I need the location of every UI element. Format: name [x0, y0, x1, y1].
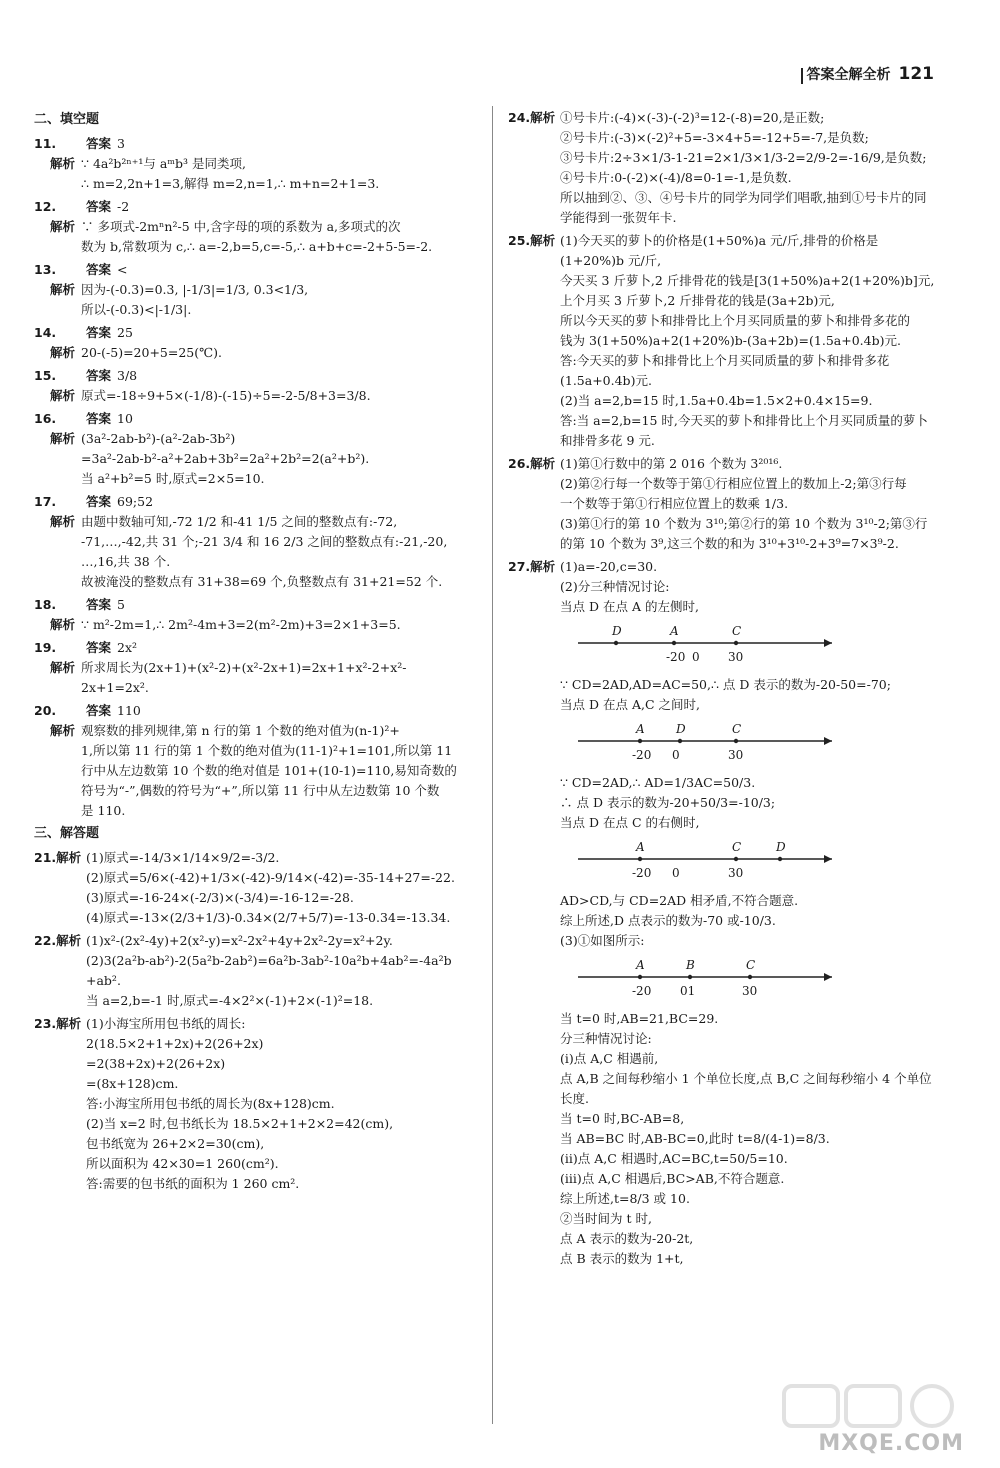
text-line: 上个月买 3 斤萝卜,2 斤排骨花的钱是(3a+2b)元, — [560, 293, 835, 308]
page-number: 121 — [898, 64, 934, 84]
text-line: 答:今天买的萝卜和排骨比上个月买同质量的萝卜和排骨多花 — [560, 353, 890, 368]
text-line: -71,…,-42,共 31 个;-21 3/4 和 16 2/3 之间的整数点有:-21,-20, — [81, 534, 448, 549]
point-label: D — [776, 840, 786, 854]
explain-label: 解析 — [50, 282, 76, 297]
answer-label: 答案 — [86, 494, 112, 509]
axis-arrow — [824, 973, 832, 981]
point-dot — [748, 975, 752, 979]
text-line: ∵ 4a²b²ⁿ⁺¹与 aᵐb³ 是同类项, — [81, 156, 246, 171]
explain-row — [34, 154, 474, 194]
question-number: 18. — [34, 597, 57, 612]
text-line: (1)原式=-14/3×1/14×9/2=-3/2. — [86, 850, 280, 865]
text-line: 所以今天买的萝卜和排骨比上个月买同质量的萝卜和排骨多花的 — [560, 313, 911, 328]
text-line: 符号为“-”,偶数的符号为“+”,所以第 11 行中从左边数第 10 个数 — [81, 783, 440, 798]
text-line: 的第 10 个数为 3⁹,这三个数的和为 3¹⁰+3¹⁰-2+3⁹=7×3⁹-2. — [560, 536, 899, 551]
tick-label: 0 — [672, 748, 680, 762]
question-item — [34, 323, 474, 363]
text-line: (2)第②行每一个数等于第①行相应位置上的数加上-2;第③行每 — [560, 476, 907, 491]
text-line: (1)第①行数中的第 2 016 个数为 3²⁰¹⁶. — [560, 456, 783, 471]
point-dot — [638, 857, 642, 861]
point-dot — [678, 739, 682, 743]
answer-label: 答案 — [86, 199, 112, 214]
answer-value: 3/8 — [117, 368, 138, 383]
text-line: 分三种情况讨论: — [560, 1031, 652, 1046]
solution-item — [34, 931, 474, 1011]
number-line — [570, 837, 932, 885]
question-number: 12. — [34, 199, 57, 214]
answer-row — [34, 701, 474, 721]
text-line: 当点 D 在点 A,C 之间时, — [560, 697, 700, 712]
text-line: 20-(-5)=20+5=25(℃). — [81, 345, 222, 360]
question-item — [34, 492, 474, 592]
text-line: (3)原式=-16-24×(-2/3)×(-3/4)=-16-12=-28. — [86, 890, 354, 905]
answer-label: 答案 — [86, 597, 112, 612]
question-item — [34, 595, 474, 635]
explain-row — [34, 658, 474, 698]
explain-row — [34, 429, 474, 489]
point-dot — [614, 641, 618, 645]
tick-label: -20 — [632, 984, 652, 998]
point-dot — [638, 739, 642, 743]
text-line: ∴ m=2,2n+1=3,解得 m=2,n=1,∴ m+n=2+1=3. — [81, 176, 380, 191]
explain-label: 解析 — [56, 1016, 82, 1031]
question-item — [34, 638, 474, 698]
text-line: 行中从左边数第 10 个数的绝对值是 101+(10-1)=110,易知奇数的 — [81, 763, 457, 778]
point-label: A — [636, 840, 645, 854]
text-line: 学能得到一张贺年卡. — [560, 210, 677, 225]
answer-value: < — [117, 262, 128, 277]
text-line: (2)3(2a²b-ab²)-2(5a²b-2ab²)=6a²b-3ab²-10a²b+4ab²=-4a²b — [86, 953, 452, 968]
number-line — [570, 621, 932, 669]
question-number: 20. — [34, 703, 57, 718]
text-line: 数为 b,常数项为 c,∴ a=-2,b=5,c=-5,∴ a+b+c=-2+5-5=-2. — [81, 239, 433, 254]
explain-row — [34, 386, 474, 406]
point-label: A — [670, 624, 679, 638]
explain-body — [81, 429, 369, 489]
text-line: 原式=-18÷9+5×(-1/8)-(-15)÷5=-2-5/8+3=3/8. — [81, 388, 371, 403]
text-line: 当 AB=BC 时,AB-BC=0,此时 t=8/(4-1)=8/3. — [560, 1131, 830, 1146]
text-line: ③号卡片:2÷3×1/3-1-21=2×1/3×1/3-2=2/9-2=-16/9,是负数; — [560, 150, 927, 165]
text-line: (1.5a+0.4b)元. — [560, 373, 652, 388]
section-heading: 二、填空题 — [34, 112, 100, 127]
text-line: 当 a²+b²=5 时,原式=2×5=10. — [81, 471, 265, 486]
text-line: 当 a=2,b=-1 时,原式=-4×2²×(-1)+2×(-1)²=18. — [86, 993, 374, 1008]
text-line: 综上所述,D 点表示的数为-70 或-10/3. — [560, 913, 776, 928]
text-line: ④号卡片:0-(-2)×(-4)/8=0-1=-1,是负数. — [560, 170, 792, 185]
text-line: 包书纸宽为 26+2×2=30(cm), — [86, 1136, 265, 1151]
solution-body — [560, 557, 932, 1269]
explain-label: 解析 — [530, 559, 556, 574]
point-dot — [672, 641, 676, 645]
text-line: (2)分三种情况讨论: — [560, 579, 670, 594]
text-line: 当点 D 在点 C 的右侧时, — [560, 815, 700, 830]
question-number: 17. — [34, 494, 57, 509]
text-line: 所以面积为 42×30=1 260(cm²). — [86, 1156, 279, 1171]
text-line: 点 A,B 之间每秒缩小 1 个单位长度,点 B,C 之间每秒缩小 4 个单位 — [560, 1071, 932, 1086]
text-line: 答:小海宝所用包书纸的周长为(8x+128)cm. — [86, 1096, 335, 1111]
solution-item — [508, 231, 948, 451]
question-item — [34, 260, 474, 320]
axis-arrow — [824, 737, 832, 745]
text-line: ∵ 多项式-2mⁿn²-5 中,含字母的项的系数为 a,多项式的次 — [81, 219, 401, 234]
tick-label: 0 — [672, 866, 680, 880]
explain-row — [34, 217, 474, 257]
answer-value: 25 — [117, 325, 133, 340]
text-line: +ab². — [86, 973, 121, 988]
answer-value: -2 — [117, 199, 130, 214]
solution-body — [86, 931, 452, 1011]
explain-row — [34, 280, 474, 320]
text-line: =3a²-2ab-b²-a²+2ab+3b²=2a²+2b²=2(a²+b²). — [81, 451, 370, 466]
text-line: AD>CD,与 CD=2AD 相矛盾,不符合题意. — [560, 893, 799, 908]
text-line: 当 t=0 时,AB=21,BC=29. — [560, 1011, 719, 1026]
tick-label: 30 — [728, 650, 744, 664]
right-column — [508, 108, 948, 1272]
explain-label: 解析 — [50, 431, 76, 446]
tick-label: 01 — [680, 984, 696, 998]
text-line: (1+20%)b 元/斤, — [560, 253, 662, 268]
explain-label: 解析 — [50, 617, 76, 632]
explain-body — [81, 154, 379, 194]
explain-label: 解析 — [56, 933, 82, 948]
point-label: C — [732, 840, 742, 854]
tick-label: -20 — [632, 866, 652, 880]
text-line: 答:当 a=2,b=15 时,今天买的萝卜和排骨比上个月买同质量的萝卜 — [560, 413, 928, 428]
answer-row — [34, 134, 474, 154]
explain-row — [34, 721, 474, 821]
question-item — [34, 701, 474, 821]
question-number: 26. — [508, 456, 531, 471]
text-line: 2(18.5×2+1+2x)+2(26+2x) — [86, 1036, 264, 1051]
question-item — [34, 409, 474, 489]
explain-label: 解析 — [50, 723, 76, 738]
number-line-svg — [570, 621, 840, 669]
question-number: 11. — [34, 136, 57, 151]
explain-body — [81, 217, 432, 257]
explain-row — [34, 512, 474, 592]
axis-arrow — [824, 639, 832, 647]
point-label: A — [636, 958, 645, 972]
text-line: 所以-(-0.3)<|-1/3|. — [81, 302, 192, 317]
explain-label: 解析 — [50, 156, 76, 171]
question-number: 27. — [508, 559, 531, 574]
text-line: (i)点 A,C 相遇前, — [560, 1051, 659, 1066]
answer-value: 3 — [117, 136, 125, 151]
answer-label: 答案 — [86, 411, 112, 426]
text-line: (ii)点 A,C 相遇时,AC=BC,t=50/5=10. — [560, 1151, 788, 1166]
text-line: (1)今天买的萝卜的价格是(1+50%)a 元/斤,排骨的价格是 — [560, 233, 879, 248]
explain-label: 解析 — [50, 345, 76, 360]
text-line: 当 t=0 时,BC-AB=8, — [560, 1111, 685, 1126]
text-line: (4)原式=-13×(2/3+1/3)-0.34×(2/7+5/7)=-13-0.34=-13.34. — [86, 910, 451, 925]
text-line: (3a²-2ab-b²)-(a²-2ab-3b²) — [81, 431, 236, 446]
text-line: ②当时间为 t 时, — [560, 1211, 652, 1226]
explain-body — [81, 658, 406, 698]
text-line: ∴ 点 D 表示的数为-20+50/3=-10/3; — [560, 795, 776, 810]
explain-body — [81, 512, 447, 592]
explain-label: 解析 — [530, 110, 556, 125]
text-line: 一个数等于第①行相应位置上的数乘 1/3. — [560, 496, 789, 511]
text-line: 1,所以第 11 行的第 1 个数的绝对值为(11-1)²+1=101,所以第 11 — [81, 743, 453, 758]
point-dot — [638, 975, 642, 979]
point-dot — [778, 857, 782, 861]
solution-body — [86, 848, 455, 928]
answer-value: 2x² — [117, 640, 138, 655]
explain-body — [81, 721, 457, 821]
point-dot — [688, 975, 692, 979]
explain-label: 解析 — [530, 456, 556, 471]
answer-row — [34, 197, 474, 217]
text-line: ∵ m²-2m=1,∴ 2m²-4m+3=2(m²-2m)+3=2×1+3=5. — [81, 617, 401, 632]
solution-item — [508, 454, 948, 554]
text-line: ∵ CD=2AD,∴ AD=1/3AC=50/3. — [560, 775, 756, 790]
answer-value: 5 — [117, 597, 125, 612]
watermark-text: MXQE.COM — [818, 1431, 964, 1456]
header-bar — [801, 68, 803, 84]
text-line: 所以抽到②、③、④号卡片的同学为同学们唱歌,抽到①号卡片的同 — [560, 190, 927, 205]
answer-row — [34, 492, 474, 512]
point-dot — [734, 857, 738, 861]
text-line: (2)当 x=2 时,包书纸长为 18.5×2+1+2×2=42(cm), — [86, 1116, 394, 1131]
tick-label: 30 — [742, 984, 758, 998]
solution-item — [508, 108, 948, 228]
question-item — [34, 197, 474, 257]
question-item — [34, 134, 474, 194]
text-line: (3)第①行的第 10 个数为 3¹⁰;第②行的第 10 个数为 3¹⁰-2;第③行 — [560, 516, 928, 531]
answer-label: 答案 — [86, 703, 112, 718]
explain-row — [34, 343, 474, 363]
text-line: 长度. — [560, 1091, 589, 1106]
answer-value: 10 — [117, 411, 133, 426]
question-number: 24. — [508, 110, 531, 125]
text-line: =(8x+128)cm. — [86, 1076, 179, 1091]
answer-row — [34, 409, 474, 429]
text-line: 观察数的排列规律,第 n 行的第 1 个数的绝对值为(n-1)²+ — [81, 723, 400, 738]
point-label: C — [746, 958, 756, 972]
question-number: 19. — [34, 640, 57, 655]
answer-label: 答案 — [86, 640, 112, 655]
number-line — [570, 719, 932, 767]
question-head — [508, 108, 560, 228]
question-number: 25. — [508, 233, 531, 248]
text-line: 当点 D 在点 A 的左侧时, — [560, 599, 699, 614]
point-label: A — [636, 722, 645, 736]
explain-label: 解析 — [50, 514, 76, 529]
tick-label: 30 — [728, 748, 744, 762]
text-line: 是 110. — [81, 803, 126, 818]
text-line: ①号卡片:(-4)×(-3)-(-2)³=12-(-8)=20,是正数; — [560, 110, 825, 125]
point-label: C — [732, 722, 742, 736]
question-head — [34, 848, 86, 928]
text-line: 因为-(-0.3)=0.3, |-1/3|=1/3, 0.3<1/3, — [81, 282, 309, 297]
page-header — [807, 64, 935, 84]
text-line: (1)x²-(2x²-4y)+2(x²-y)=x²-2x²+4y+2x²-2y=x²+2y. — [86, 933, 393, 948]
text-line: 点 B 表示的数为 1+t, — [560, 1251, 684, 1266]
text-line: …,16,共 38 个. — [81, 554, 171, 569]
explain-body — [81, 615, 401, 635]
answer-label: 答案 — [86, 368, 112, 383]
text-line: ∵ CD=2AD,AD=AC=50,∴ 点 D 表示的数为-20-50=-70; — [560, 677, 891, 692]
solution-item — [34, 1014, 474, 1194]
solution-body — [560, 231, 934, 451]
solution-item — [34, 848, 474, 928]
question-number: 21. — [34, 850, 57, 865]
solution-body — [86, 1014, 393, 1194]
question-head — [508, 557, 560, 1269]
question-number: 14. — [34, 325, 57, 340]
text-line: 今天买 3 斤萝卜,2 斤排骨花的钱是[3(1+50%)a+2(1+20%)b]元, — [560, 273, 935, 288]
text-line: (1)小海宝所用包书纸的周长: — [86, 1016, 246, 1031]
text-line: ②号卡片:(-3)×(-2)²+5=-3×4+5=-12+5=-7,是负数; — [560, 130, 869, 145]
text-line: (3)①如图所示: — [560, 933, 645, 948]
tick-label: 0 — [692, 650, 700, 664]
axis-arrow — [824, 855, 832, 863]
text-line: (2)原式=5/6×(-42)+1/3×(-42)-9/14×(-42)=-35-14+27=-22. — [86, 870, 455, 885]
explain-body — [81, 386, 371, 406]
solution-body — [560, 454, 927, 554]
point-label: D — [612, 624, 622, 638]
text-line: 钱为 3(1+50%)a+2(1+20%)b-(3a+2b)=(1.5a+0.4b)元. — [560, 333, 901, 348]
text-line: (1)a=-20,c=30. — [560, 559, 658, 574]
text-line: 答:需要的包书纸的面积为 1 260 cm². — [86, 1176, 300, 1191]
answer-value: 110 — [117, 703, 141, 718]
question-number: 15. — [34, 368, 57, 383]
explain-body — [81, 343, 222, 363]
text-line: (iii)点 A,C 相遇后,BC>AB,不符合题意. — [560, 1171, 785, 1186]
question-head — [34, 1014, 86, 1194]
answer-row — [34, 595, 474, 615]
column-divider — [492, 106, 493, 1424]
explain-label: 解析 — [50, 660, 76, 675]
question-head — [34, 931, 86, 1011]
number-line-svg — [570, 837, 840, 885]
answer-row — [34, 323, 474, 343]
answer-label: 答案 — [86, 325, 112, 340]
number-line-svg — [570, 955, 840, 1003]
answer-row — [34, 260, 474, 280]
number-line-svg — [570, 719, 840, 767]
answer-label: 答案 — [86, 262, 112, 277]
question-number: 13. — [34, 262, 57, 277]
text-line: 和排骨多花 9 元. — [560, 433, 655, 448]
point-label: B — [686, 958, 695, 972]
explain-row — [34, 615, 474, 635]
question-item — [34, 366, 474, 406]
question-head — [508, 231, 560, 451]
tick-label: 30 — [728, 866, 744, 880]
answer-label: 答案 — [86, 136, 112, 151]
solution-body — [560, 108, 927, 228]
answer-value: 69;52 — [117, 494, 154, 509]
answer-row — [34, 366, 474, 386]
explain-label: 解析 — [56, 850, 82, 865]
answer-row — [34, 638, 474, 658]
text-line: 故被淹没的整数点有 31+38=69 个,负整数点有 31+21=52 个. — [81, 574, 443, 589]
point-label: D — [676, 722, 686, 736]
text-line: 所求周长为(2x+1)+(x²-2)+(x²-2x+1)=2x+1+x²-2+x²- — [81, 660, 407, 675]
text-line: 点 A 表示的数为-20-2t, — [560, 1231, 694, 1246]
question-number: 23. — [34, 1016, 57, 1031]
explain-body — [81, 280, 308, 320]
text-line: 2x+1=2x². — [81, 680, 149, 695]
question-number: 22. — [34, 933, 57, 948]
solution-item — [508, 557, 948, 1269]
tick-label: -20 — [632, 748, 652, 762]
tick-label: -20 — [666, 650, 686, 664]
header-title: 答案全解全析 — [806, 67, 891, 83]
explain-label: 解析 — [50, 388, 76, 403]
question-number: 16. — [34, 411, 57, 426]
number-line — [570, 955, 932, 1003]
question-head — [508, 454, 560, 554]
text-line: 综上所述,t=8/3 或 10. — [560, 1191, 690, 1206]
section-heading: 三、解答题 — [34, 826, 100, 841]
explain-label: 解析 — [50, 219, 76, 234]
text-line: (2)当 a=2,b=15 时,1.5a+0.4b=1.5×2+0.4×15=9. — [560, 393, 873, 408]
text-line: =2(38+2x)+2(26+2x) — [86, 1056, 226, 1071]
explain-label: 解析 — [530, 233, 556, 248]
point-label: C — [732, 624, 742, 638]
left-column — [34, 108, 474, 1197]
text-line: 由题中数轴可知,-72 1/2 和-41 1/5 之间的整数点有:-72, — [81, 514, 398, 529]
point-dot — [734, 641, 738, 645]
point-dot — [734, 739, 738, 743]
